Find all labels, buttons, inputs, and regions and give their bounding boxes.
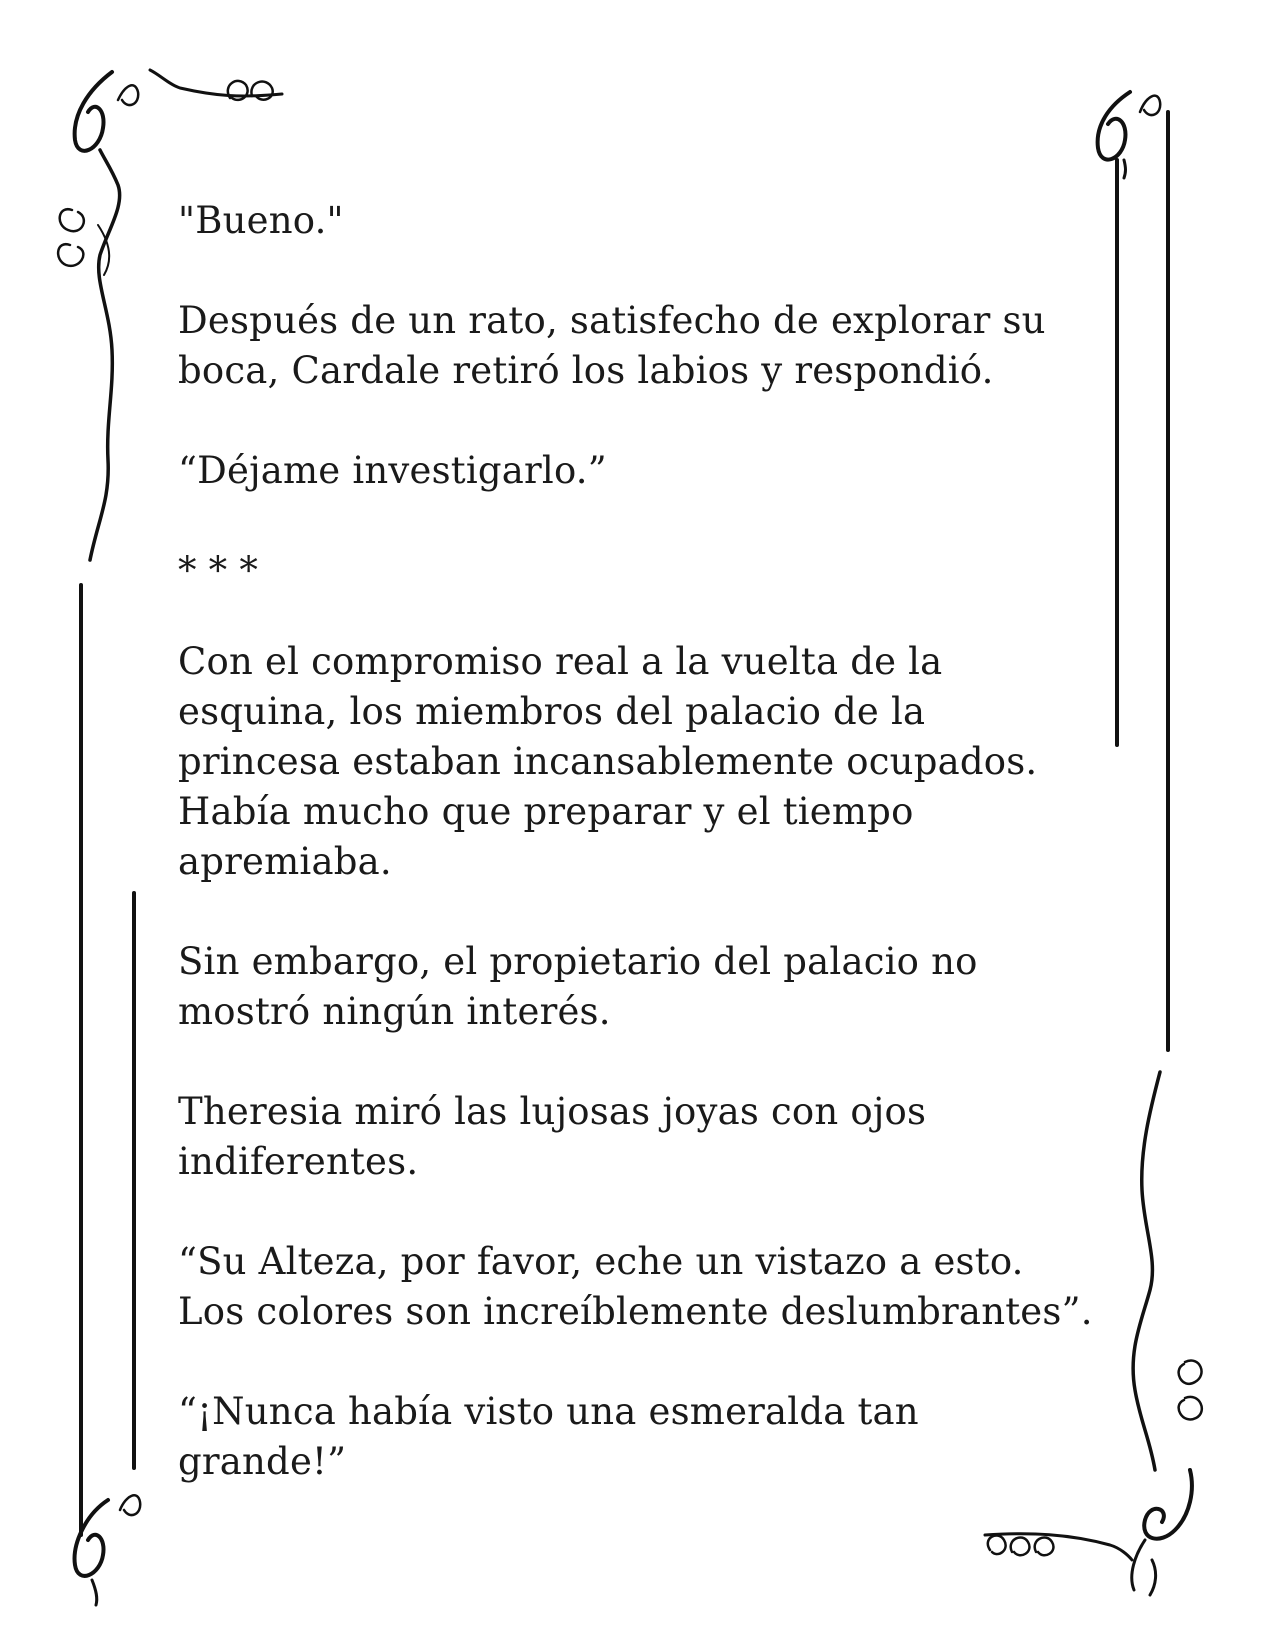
text-line: Sin embargo, el propietario del palacio no: [178, 940, 978, 983]
flourish-bottom-left-icon: [75, 1495, 141, 1605]
text-line: Con el compromiso real a la vuelta de la: [178, 640, 943, 683]
text-line: Había mucho que preparar y el tiempo: [178, 790, 914, 833]
text-line: indiferentes.: [178, 1140, 419, 1183]
text-line: Los colores son increíblemente deslumbrantes”.: [178, 1290, 1093, 1333]
text-line: esquina, los miembros del palacio de la: [178, 690, 926, 733]
text-line: princesa estaban incansablemente ocupados.: [178, 740, 1038, 783]
document-body: [178, 196, 1098, 1537]
text-line: apremiaba.: [178, 840, 392, 883]
text-line: mostró ningún interés.: [178, 990, 611, 1033]
paragraph: [178, 1087, 1098, 1187]
text-line: Después de un rato, satisfecho de explorar su: [178, 299, 1046, 342]
text-line: “¡Nunca había visto una esmeralda tan: [178, 1390, 919, 1433]
paragraph: [178, 1387, 1098, 1487]
paragraph: [178, 637, 1098, 887]
text-line: “Su Alteza, por favor, eche un vistazo a esto.: [178, 1240, 1024, 1283]
paragraph: [178, 446, 1098, 496]
text-line: boca, Cardale retiró los labios y respondió.: [178, 349, 994, 392]
text-line: “Déjame investigarlo.”: [178, 449, 607, 492]
flourish-top-right-icon: [1098, 92, 1161, 178]
text-line: "Bueno.": [178, 199, 344, 242]
paragraph: [178, 1237, 1098, 1337]
text-line: * * *: [178, 549, 259, 592]
paragraph: [178, 296, 1098, 396]
text-line: Theresia miró las lujosas joyas con ojos: [178, 1090, 927, 1133]
text-line: grande!”: [178, 1440, 347, 1483]
scene-break: [178, 546, 1098, 596]
paragraph: [178, 196, 1098, 246]
paragraph: [178, 937, 1098, 1037]
